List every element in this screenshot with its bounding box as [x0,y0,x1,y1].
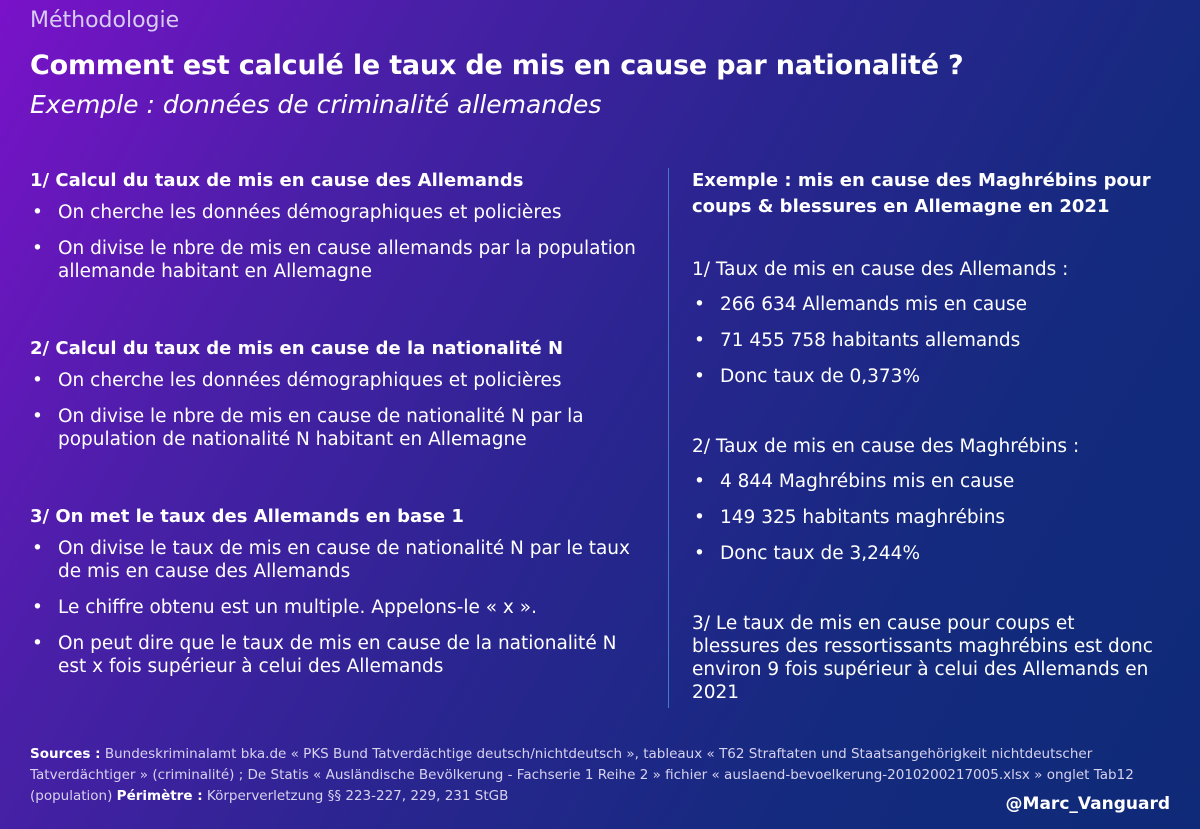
list-item: • On divise le taux de mis en cause de nationalité N par le taux de mis en cause des Allemands [30,537,650,583]
example-column [692,168,1162,704]
example-block-title: 1/ Taux de mis en cause des Allemands : [692,259,1069,280]
list-item: • Donc taux de 3,244% [692,542,1162,565]
method-section-3 [30,504,650,678]
example-block-title: 2/ Taux de mis en cause des Maghrébins : [692,436,1080,457]
bullet-list [30,201,650,283]
list-item: • 71 455 758 habitants allemands [692,329,1162,352]
list-item: • 266 634 Allemands mis en cause [692,293,1162,316]
author-handle: @Marc_Vanguard [1005,794,1170,814]
bullet-list [30,369,650,451]
section-heading: 2/ Calcul du taux de mis en cause de la nationalité N [30,338,564,359]
sources-label: Sources : [30,746,101,762]
section-heading: 3/ On met le taux des Allemands en base 1 [30,506,464,527]
list-item: • On cherche les données démographiques et policières [30,201,650,224]
example-heading: Exemple : mis en cause des Maghrébins pour coups & blessures en Allemagne en 2021 [692,170,1151,217]
list-item: • 4 844 Maghrébins mis en cause [692,470,1162,493]
bullet-list [30,537,650,678]
method-column [30,168,650,691]
example-block-2 [692,435,1162,565]
section-heading: 1/ Calcul du taux de mis en cause des Allemands [30,170,524,191]
sources-note [30,744,1160,807]
column-divider [668,168,669,708]
list-item: • 149 325 habitants maghrébins [692,506,1162,529]
example-block-1 [692,258,1162,388]
kicker: Méthodologie [30,8,180,33]
method-section-1 [30,168,650,283]
page-title: Comment est calculé le taux de mis en cause par nationalité ? [30,50,964,81]
bullet-list [692,470,1162,565]
list-item: • On divise le nbre de mis en cause de nationalité N par la population de nationalité N habitant en Allemagne [30,405,650,451]
perimetre-text: Körperverletzung §§ 223-227, 229, 231 StGB [202,788,509,804]
example-conclusion: 3/ Le taux de mis en cause pour coups et blessures des ressortissants maghrébins est donc environ 9 fois supérieur à celui des Allemands en 2021 [692,613,1153,703]
page-subtitle: Exemple : données de criminalité allemandes [30,90,602,119]
method-section-2 [30,336,650,451]
list-item: • On peut dire que le taux de mis en cause de la nationalité N est x fois supérieur à celui des Allemands [30,632,650,678]
list-item: • Le chiffre obtenu est un multiple. Appelons-le « x ». [30,596,650,619]
list-item: • On divise le nbre de mis en cause allemands par la population allemande habitant en Allemagne [30,237,650,283]
bullet-list [692,293,1162,388]
list-item: • On cherche les données démographiques et policières [30,369,650,392]
perimetre-label: Périmètre : [116,788,203,804]
list-item: • Donc taux de 0,373% [692,365,1162,388]
sources-text: Bundeskriminalamt bka.de « PKS Bund Tatverdächtige deutsch/nichtdeutsch », tableaux « T62 Straftaten und Staatsangehörigkeit nichtdeutscher Tatverdächtiger » (criminalité) ; De Statis « Ausländische Bevölkerung - Fachserie 1 Reihe 2 » fichier « auslaend-bevoelkerung-2010200217005.xlsx » onglet Tab12 (population) [30,746,1134,804]
